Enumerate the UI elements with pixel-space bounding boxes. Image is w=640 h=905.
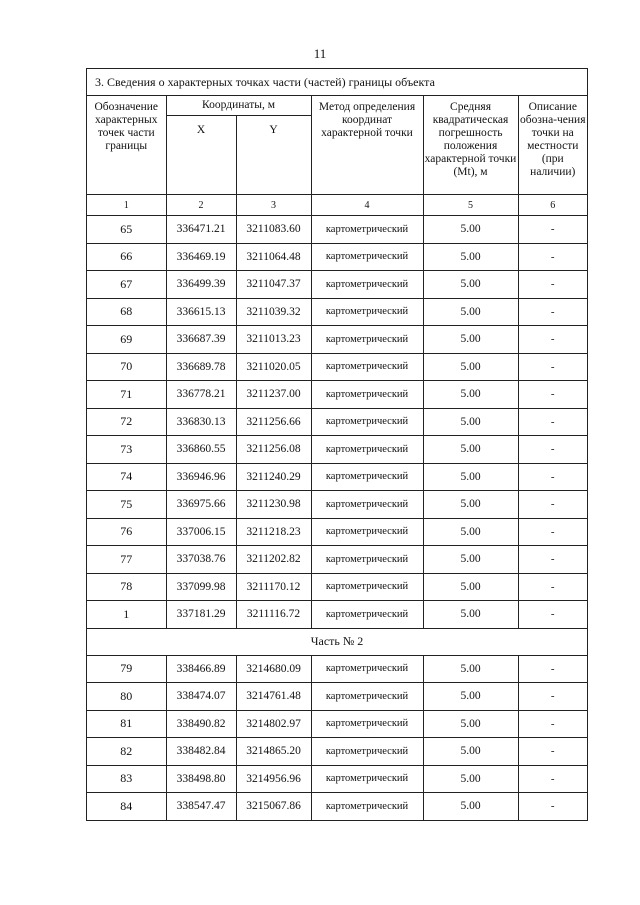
coordinate-x: 336946.96 xyxy=(166,463,236,491)
coordinate-y: 3211237.00 xyxy=(236,381,311,409)
coordinate-x: 337099.98 xyxy=(166,573,236,601)
coordinate-y: 3214802.97 xyxy=(236,710,311,738)
point-designation: 83 xyxy=(87,765,166,793)
mean-error-value: 5.00 xyxy=(423,298,518,326)
point-designation: 78 xyxy=(87,573,166,601)
table-row xyxy=(87,546,587,574)
method-value: картометрический xyxy=(311,573,423,601)
description-value: - xyxy=(518,381,587,409)
coordinate-x: 336471.21 xyxy=(166,216,236,244)
description-value: - xyxy=(518,353,587,381)
description-value: - xyxy=(518,408,587,436)
mean-error-value: 5.00 xyxy=(423,353,518,381)
coordinate-x: 336830.13 xyxy=(166,408,236,436)
coordinate-y: 3214761.48 xyxy=(236,683,311,711)
method-value: картометрический xyxy=(311,271,423,299)
mean-error-value: 5.00 xyxy=(423,601,518,629)
coordinate-y: 3211064.48 xyxy=(236,243,311,271)
method-value: картометрический xyxy=(311,298,423,326)
point-designation: 82 xyxy=(87,738,166,766)
coordinate-y: 3211047.37 xyxy=(236,271,311,299)
description-value: - xyxy=(518,271,587,299)
method-value: картометрический xyxy=(311,463,423,491)
description-value: - xyxy=(518,765,587,793)
column-number: 3 xyxy=(236,195,311,216)
coordinate-x: 337006.15 xyxy=(166,518,236,546)
column-number: 5 xyxy=(423,195,518,216)
page-number: 11 xyxy=(313,46,327,61)
table-row xyxy=(87,298,587,326)
mean-error-value: 5.00 xyxy=(423,326,518,354)
coordinate-x: 338482.84 xyxy=(166,738,236,766)
point-designation: 77 xyxy=(87,546,166,574)
mean-error-value: 5.00 xyxy=(423,765,518,793)
coordinate-x: 337181.29 xyxy=(166,601,236,629)
table-row xyxy=(87,463,587,491)
coordinate-y: 3211013.23 xyxy=(236,326,311,354)
method-value: картометрический xyxy=(311,408,423,436)
table-row xyxy=(87,710,587,738)
description-value: - xyxy=(518,298,587,326)
mean-error-value: 5.00 xyxy=(423,436,518,464)
coordinate-y: 3211230.98 xyxy=(236,491,311,519)
coordinate-x: 336615.13 xyxy=(166,298,236,326)
coordinate-x: 336778.21 xyxy=(166,381,236,409)
table-row xyxy=(87,243,587,271)
description-value: - xyxy=(518,463,587,491)
table-row xyxy=(87,408,587,436)
mean-error-value: 5.00 xyxy=(423,738,518,766)
method-value: картометрический xyxy=(311,326,423,354)
header-mean-error: Средняя квадратическая погрешность положения характерной точки (Mt), м xyxy=(423,96,518,195)
point-designation: 67 xyxy=(87,271,166,299)
description-value: - xyxy=(518,436,587,464)
method-value: картометрический xyxy=(311,546,423,574)
coordinate-y: 3211083.60 xyxy=(236,216,311,244)
method-value: картометрический xyxy=(311,710,423,738)
part2-title: Часть № 2 xyxy=(87,628,587,655)
coordinate-y: 3211039.32 xyxy=(236,298,311,326)
method-value: картометрический xyxy=(311,436,423,464)
coordinate-y: 3214680.09 xyxy=(236,655,311,683)
coordinate-x: 336499.39 xyxy=(166,271,236,299)
header-description: Описание обозна-чения точки на местности (при наличии) xyxy=(518,96,587,195)
description-value: - xyxy=(518,326,587,354)
boundary-points-table xyxy=(87,96,587,821)
method-value: картометрический xyxy=(311,353,423,381)
mean-error-value: 5.00 xyxy=(423,243,518,271)
mean-error-value: 5.00 xyxy=(423,655,518,683)
description-value: - xyxy=(518,738,587,766)
coordinate-x: 336975.66 xyxy=(166,491,236,519)
mean-error-value: 5.00 xyxy=(423,793,518,821)
coordinate-x: 336689.78 xyxy=(166,353,236,381)
point-designation: 74 xyxy=(87,463,166,491)
description-value: - xyxy=(518,573,587,601)
method-value: картометрический xyxy=(311,655,423,683)
table-row xyxy=(87,216,587,244)
point-designation: 79 xyxy=(87,655,166,683)
mean-error-value: 5.00 xyxy=(423,381,518,409)
header-x: X xyxy=(166,116,236,195)
coordinate-x: 336860.55 xyxy=(166,436,236,464)
table-header xyxy=(87,96,587,216)
mean-error-value: 5.00 xyxy=(423,683,518,711)
description-value: - xyxy=(518,216,587,244)
column-number: 2 xyxy=(166,195,236,216)
method-value: картометрический xyxy=(311,518,423,546)
coordinate-x: 337038.76 xyxy=(166,546,236,574)
coordinate-y: 3211020.05 xyxy=(236,353,311,381)
coordinate-y: 3211256.08 xyxy=(236,436,311,464)
description-value: - xyxy=(518,683,587,711)
description-value: - xyxy=(518,710,587,738)
table-row xyxy=(87,793,587,821)
description-value: - xyxy=(518,491,587,519)
table-row xyxy=(87,683,587,711)
part2-rows xyxy=(87,655,587,820)
coordinate-x: 338466.89 xyxy=(166,655,236,683)
coordinate-x: 336469.19 xyxy=(166,243,236,271)
point-designation: 71 xyxy=(87,381,166,409)
point-designation: 70 xyxy=(87,353,166,381)
mean-error-value: 5.00 xyxy=(423,710,518,738)
coordinate-y: 3214865.20 xyxy=(236,738,311,766)
column-number-row xyxy=(87,195,587,216)
column-number: 6 xyxy=(518,195,587,216)
point-designation: 68 xyxy=(87,298,166,326)
table-row xyxy=(87,326,587,354)
method-value: картометрический xyxy=(311,243,423,271)
point-designation: 66 xyxy=(87,243,166,271)
mean-error-value: 5.00 xyxy=(423,573,518,601)
coordinate-y: 3211256.66 xyxy=(236,408,311,436)
point-designation: 69 xyxy=(87,326,166,354)
mean-error-value: 5.00 xyxy=(423,518,518,546)
table-row xyxy=(87,353,587,381)
coordinate-y: 3211116.72 xyxy=(236,601,311,629)
coordinate-x: 338474.07 xyxy=(166,683,236,711)
coordinate-y: 3211240.29 xyxy=(236,463,311,491)
point-designation: 81 xyxy=(87,710,166,738)
description-value: - xyxy=(518,546,587,574)
method-value: картометрический xyxy=(311,381,423,409)
coordinate-y: 3211170.12 xyxy=(236,573,311,601)
mean-error-value: 5.00 xyxy=(423,463,518,491)
description-value: - xyxy=(518,243,587,271)
coordinate-y: 3211218.23 xyxy=(236,518,311,546)
section-title: 3. Сведения о характерных точках части (частей) границы объекта xyxy=(87,69,587,96)
column-number: 1 xyxy=(87,195,166,216)
mean-error-value: 5.00 xyxy=(423,216,518,244)
part1-rows xyxy=(87,216,587,629)
coordinate-y: 3211202.82 xyxy=(236,546,311,574)
method-value: картометрический xyxy=(311,491,423,519)
header-method: Метод определения координат характерной точки xyxy=(311,96,423,195)
column-number: 4 xyxy=(311,195,423,216)
point-designation: 76 xyxy=(87,518,166,546)
table-row xyxy=(87,738,587,766)
table-row xyxy=(87,491,587,519)
point-designation: 65 xyxy=(87,216,166,244)
table-row xyxy=(87,573,587,601)
mean-error-value: 5.00 xyxy=(423,546,518,574)
coordinate-x: 338547.47 xyxy=(166,793,236,821)
table-row xyxy=(87,655,587,683)
part2-heading xyxy=(87,628,587,655)
method-value: картометрический xyxy=(311,601,423,629)
method-value: картометрический xyxy=(311,793,423,821)
mean-error-value: 5.00 xyxy=(423,491,518,519)
point-designation: 84 xyxy=(87,793,166,821)
description-value: - xyxy=(518,793,587,821)
boundary-points-sheet xyxy=(86,68,588,821)
header-y: Y xyxy=(236,116,311,195)
table-row xyxy=(87,436,587,464)
table-row xyxy=(87,601,587,629)
method-value: картометрический xyxy=(311,738,423,766)
coordinate-x: 338490.82 xyxy=(166,710,236,738)
table-row xyxy=(87,271,587,299)
table-row xyxy=(87,381,587,409)
mean-error-value: 5.00 xyxy=(423,271,518,299)
table-row xyxy=(87,765,587,793)
description-value: - xyxy=(518,518,587,546)
mean-error-value: 5.00 xyxy=(423,408,518,436)
table-row xyxy=(87,518,587,546)
point-designation: 72 xyxy=(87,408,166,436)
coordinate-y: 3214956.96 xyxy=(236,765,311,793)
method-value: картометрический xyxy=(311,216,423,244)
header-coordinates: Координаты, м xyxy=(166,96,311,116)
method-value: картометрический xyxy=(311,765,423,793)
coordinate-x: 336687.39 xyxy=(166,326,236,354)
point-designation: 75 xyxy=(87,491,166,519)
method-value: картометрический xyxy=(311,683,423,711)
point-designation: 80 xyxy=(87,683,166,711)
coordinate-y: 3215067.86 xyxy=(236,793,311,821)
description-value: - xyxy=(518,655,587,683)
point-designation: 1 xyxy=(87,601,166,629)
coordinate-x: 338498.80 xyxy=(166,765,236,793)
header-point-designation: Обозначение характерных точек части границы xyxy=(87,96,166,195)
description-value: - xyxy=(518,601,587,629)
point-designation: 73 xyxy=(87,436,166,464)
